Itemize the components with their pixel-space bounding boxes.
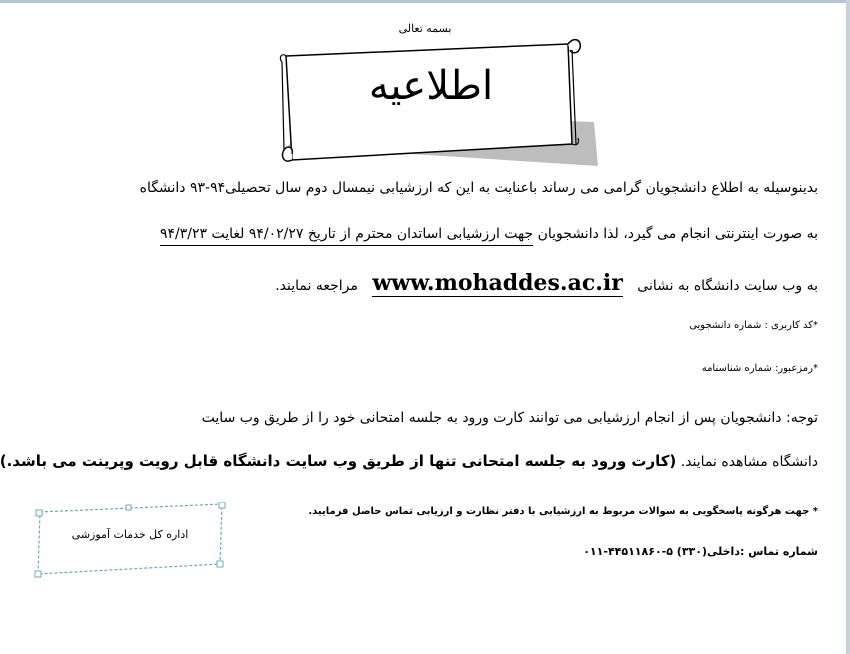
website-link[interactable]: www.mohaddes.ac.ir xyxy=(372,270,623,296)
office-signature: اداره کل خدمات آموزشی xyxy=(71,528,189,541)
note-line-2 xyxy=(0,452,818,470)
contact-phone: شماره تماس :داخلی(۳۳۰) ۵-۴۴۵۱۱۸۶۰-۰۱۱ xyxy=(583,545,818,558)
entry-card-notice: (کارت ورود به جلسه امتحانی تنها از طریق وب سایت دانشگاه قابل رویت وپرینت می باشد.) xyxy=(0,452,677,470)
paragraph-line-1: بدینوسیله به اطلاع دانشجویان گرامی می رساند باعنایت به این که ارزشیابی نیمسال دوم سال تحصیلی۹۴-۹۳ دانشگاه xyxy=(139,180,818,196)
paragraph-line-3-start: به وب سایت دانشگاه به نشانی xyxy=(637,278,818,294)
evaluation-dates: جهت ارزشیابی اساتدان محترم از تاریخ ۹۴/۰۲/۲۷ لغایت ۹۴/۳/۲۳ xyxy=(160,226,533,246)
note-line-2-start: دانشگاه مشاهده نمایند. xyxy=(676,454,818,470)
paragraph-line-3-end: مراجعه نمایند. xyxy=(275,278,358,294)
bismillah-heading: بسمه تعالی xyxy=(398,22,452,35)
username-info: *کد کاربری : شماره دانشجویی xyxy=(689,320,818,331)
note-line-1: توجه: دانشجویان پس از انجام ارزشیابی می توانند کارت ورود به جلسه امتحانی خود را از طریق وب سایت xyxy=(201,410,818,426)
paragraph-line-3 xyxy=(275,268,818,301)
paragraph-line-2 xyxy=(160,226,818,242)
paragraph-line-2-start: به صورت اینترنتی انجام می گیرد، لذا دانشجویان xyxy=(533,226,818,242)
banner-title: اطلاعیه xyxy=(368,63,494,109)
contact-instruction: * جهت هرگونه پاسخگویی به سوالات مربوط به ارزشیابی با دفتر نظارت و ارزیابی تماس حاصل فرمایید. xyxy=(308,506,818,517)
page-right-edge xyxy=(846,0,850,654)
password-info: *رمزعبور: شماره شناسنامه xyxy=(701,363,818,374)
